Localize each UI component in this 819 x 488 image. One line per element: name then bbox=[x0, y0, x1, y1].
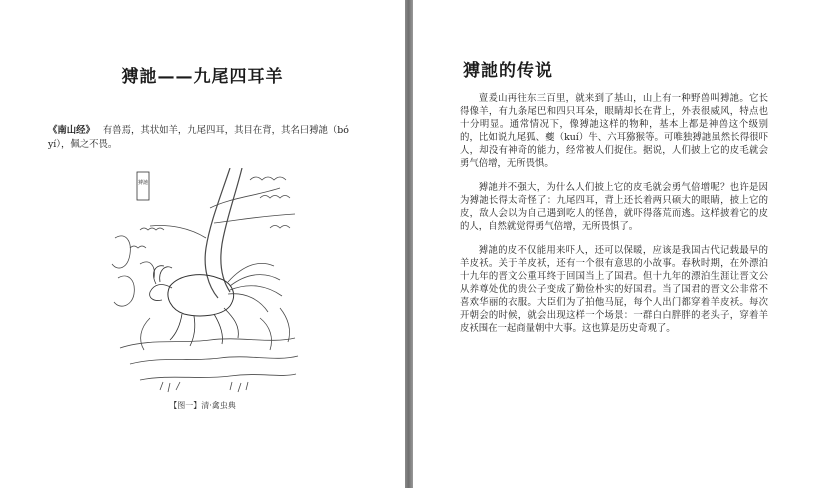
right-page-title: 猼訑的传说 bbox=[463, 61, 553, 81]
paragraph-2: 猼訑并不强大，为什么人们披上它的皮毛就会勇气倍增呢？也许是因为猼訑长得太奇怪了：九尾四耳，背上还长着两只硕大的眼睛，披上它的皮，敌人会以为自己遇到吃人的怪兽，就吓得落荒而逃。这样披着它的皮的人，自然就觉得勇气倍增，无所畏惧了。 bbox=[460, 182, 768, 232]
quote-text: 有兽焉，其状如羊，九尾四耳，其目在背，其名曰猼訑（bó yí），佩之不畏。 bbox=[48, 125, 349, 150]
left-page-title: 猼訑——九尾四耳羊 bbox=[121, 67, 284, 87]
mythical-goat-illustration bbox=[110, 168, 300, 396]
legend-body bbox=[460, 92, 768, 346]
illustration-drawing bbox=[110, 168, 300, 396]
paragraph-3: 猼訑的皮不仅能用来吓人，还可以保暖，应该是我国古代记载最早的羊皮袄。关于羊皮袄，还有一个很有意思的小故事。春秋时期，在外漂泊十九年的晋文公重耳终于回国当上了国君。但十九年的漂泊生涯让晋文公从养尊处优的贵公子变成了勤俭朴实的好国君。当了国君的晋文公非常不喜欢华丽的衣服。大臣们为了拍他马屁，每个人出门都穿着羊皮袄。每次开朝会的时候，就会出现这样一个场景：一群白白胖胖的老头子，穿着羊皮袄围在一起商量朝中大事。这也算是历史奇观了。 bbox=[460, 245, 768, 334]
classic-quote bbox=[48, 124, 362, 152]
illustration-caption: 【图一】清·禽虫典 bbox=[169, 401, 236, 410]
quote-source: 《南山经》 bbox=[48, 125, 95, 136]
illustration-label: 猼訑 bbox=[137, 180, 149, 186]
page-gutter bbox=[405, 0, 413, 488]
paragraph-1: 亶爰山再往东三百里，就来到了基山，山上有一种野兽叫猼訑。它长得像羊，有九条尾巴和四只耳朵，眼睛却长在背上，外表很威风，特点也十分明显。通常情况下，像猼訑这样的物种，基本上都是神兽这个级别的，比如说九尾狐、夔（kuí）牛、六耳猕猴等。可唯独猼訑虽然长得很吓人，却没有神奇的能力，经常被人们捉住。据说，人们披上它的皮毛就会勇气倍增，无所畏惧。 bbox=[460, 93, 768, 169]
